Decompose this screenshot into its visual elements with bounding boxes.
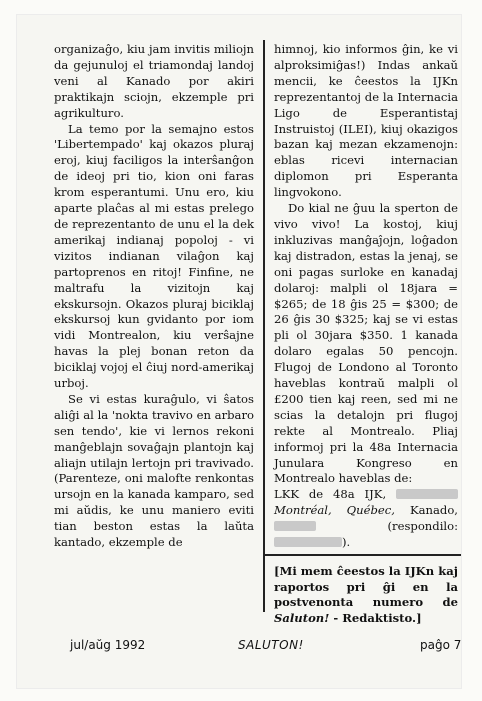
editor-note bbox=[274, 564, 458, 626]
address-phone-label: (respondilo: bbox=[387, 519, 458, 534]
footer-date: jul/aŭg 1992 bbox=[70, 638, 146, 652]
right-paragraph-2: Do kial ne ĝuu la sperton de vivo vivo! La kostoj, kiuj inkluzivas manĝaĵojn, loĝadon kaj distradon, estas la jenaj, se oni pagas surloke en kanadaj dolaroj: malpli ol 18jara = $265; de 18 ĝis 25 = $300; de 26 ĝis 30 $325; kaj se vi estas pli ol 30jara $350. 1 kanada dolaro egalas 50 pencojn. Flugoj de Londono al Toronto haveblas kontraŭ malpli ol £200 tien kaj reen, sed mi ne scias la detalojn pri flugoj rekte al Montrealo. Pliaj informoj pri la 48a Internacia Junulara Kongreso en Montrealo haveblas de: bbox=[274, 201, 458, 486]
left-paragraph-3: Se vi estas kuraĝulo, vi ŝatos aliĝi al la 'nokta travivo en arbaro sen tendo', kie vi lernos rekoni manĝeblajn sovaĝajn plantojn kaj aliajn utilajn lertojn pri travivado. (Parenteze, oni malofte renkontas ursojn en la kanada kamparo, sed mi aŭdis, ke unu maniero eviti tian beston estas la laŭta kantado, ekzemple de bbox=[54, 391, 254, 550]
left-paragraph-2: La temo por la semajno estos 'Libertempado' kaj okazos pluraj eroj, kiuj faciligos la interŝanĝon de ideoj pri tio, kion oni faras krom esperantumi. Unu ero, kiu aparte plaĉas al mi estas prelego de reprezentanto de unu el la dek amerikaj indianaj popoloj - vi vizitos indianan vilaĝon kaj partoprenos en ritoj! Finfine, ne maltrafu la vizitojn kaj ekskursojn. Okazos pluraj biciklaj ekskursoj kun gvidanto por iom vidi Montrealon, kiu verŝajne havas la plej bonan reton da biciklaj vojoj el ĉiuj nord-amerikaj urboj. bbox=[54, 121, 254, 391]
address-city: Montréal, bbox=[274, 503, 332, 518]
column-divider bbox=[263, 40, 265, 612]
address-country: Kanado, bbox=[409, 503, 458, 518]
address-province: Québec, bbox=[346, 503, 395, 518]
address-lead: LKK de 48a IJK, bbox=[274, 487, 387, 502]
right-paragraph-1: himnoj, kio informos ĝin, ke vi alproksimiĝas!) Indas ankaŭ mencii, ke ĉeestos la IJKn reprezentantoj de la Internacia Ligo de Esperantistaj Instruistoj (ILEI), kiuj okazigos bazan kaj mezan ekzamenojn: eblas ricevi internacian diplomon pri Esperanta lingvokono. bbox=[274, 42, 458, 200]
right-column bbox=[274, 42, 458, 551]
magazine-page bbox=[16, 14, 462, 689]
editor-note-text-before: [Mi mem ĉeestos la IJKn kaj raportos pri ĝi en la postvenonta numero de bbox=[274, 564, 458, 610]
editor-note-magazine: Saluton! bbox=[274, 610, 330, 625]
footer-page-number: paĝo 7 bbox=[420, 638, 462, 652]
footer-magazine: SALUTON! bbox=[238, 638, 304, 652]
redacted-street bbox=[396, 489, 458, 499]
left-paragraph-1: organizaĝo, kiu jam invitis miliojn da gejunuloj el triamondaj landoj veni al Kanado por akiri praktikajn sciojn, ekzemple pri agrikulturo. bbox=[54, 42, 254, 120]
left-column bbox=[54, 42, 254, 551]
note-divider bbox=[264, 554, 461, 556]
editor-note-text-after: - Redaktisto.] bbox=[329, 610, 422, 625]
contact-address: LKK de 48a IJK, Montréal, Québec, Kanado, (respondilo: ). bbox=[274, 487, 458, 550]
redacted-postcode bbox=[274, 521, 316, 531]
redacted-phone bbox=[274, 537, 342, 547]
